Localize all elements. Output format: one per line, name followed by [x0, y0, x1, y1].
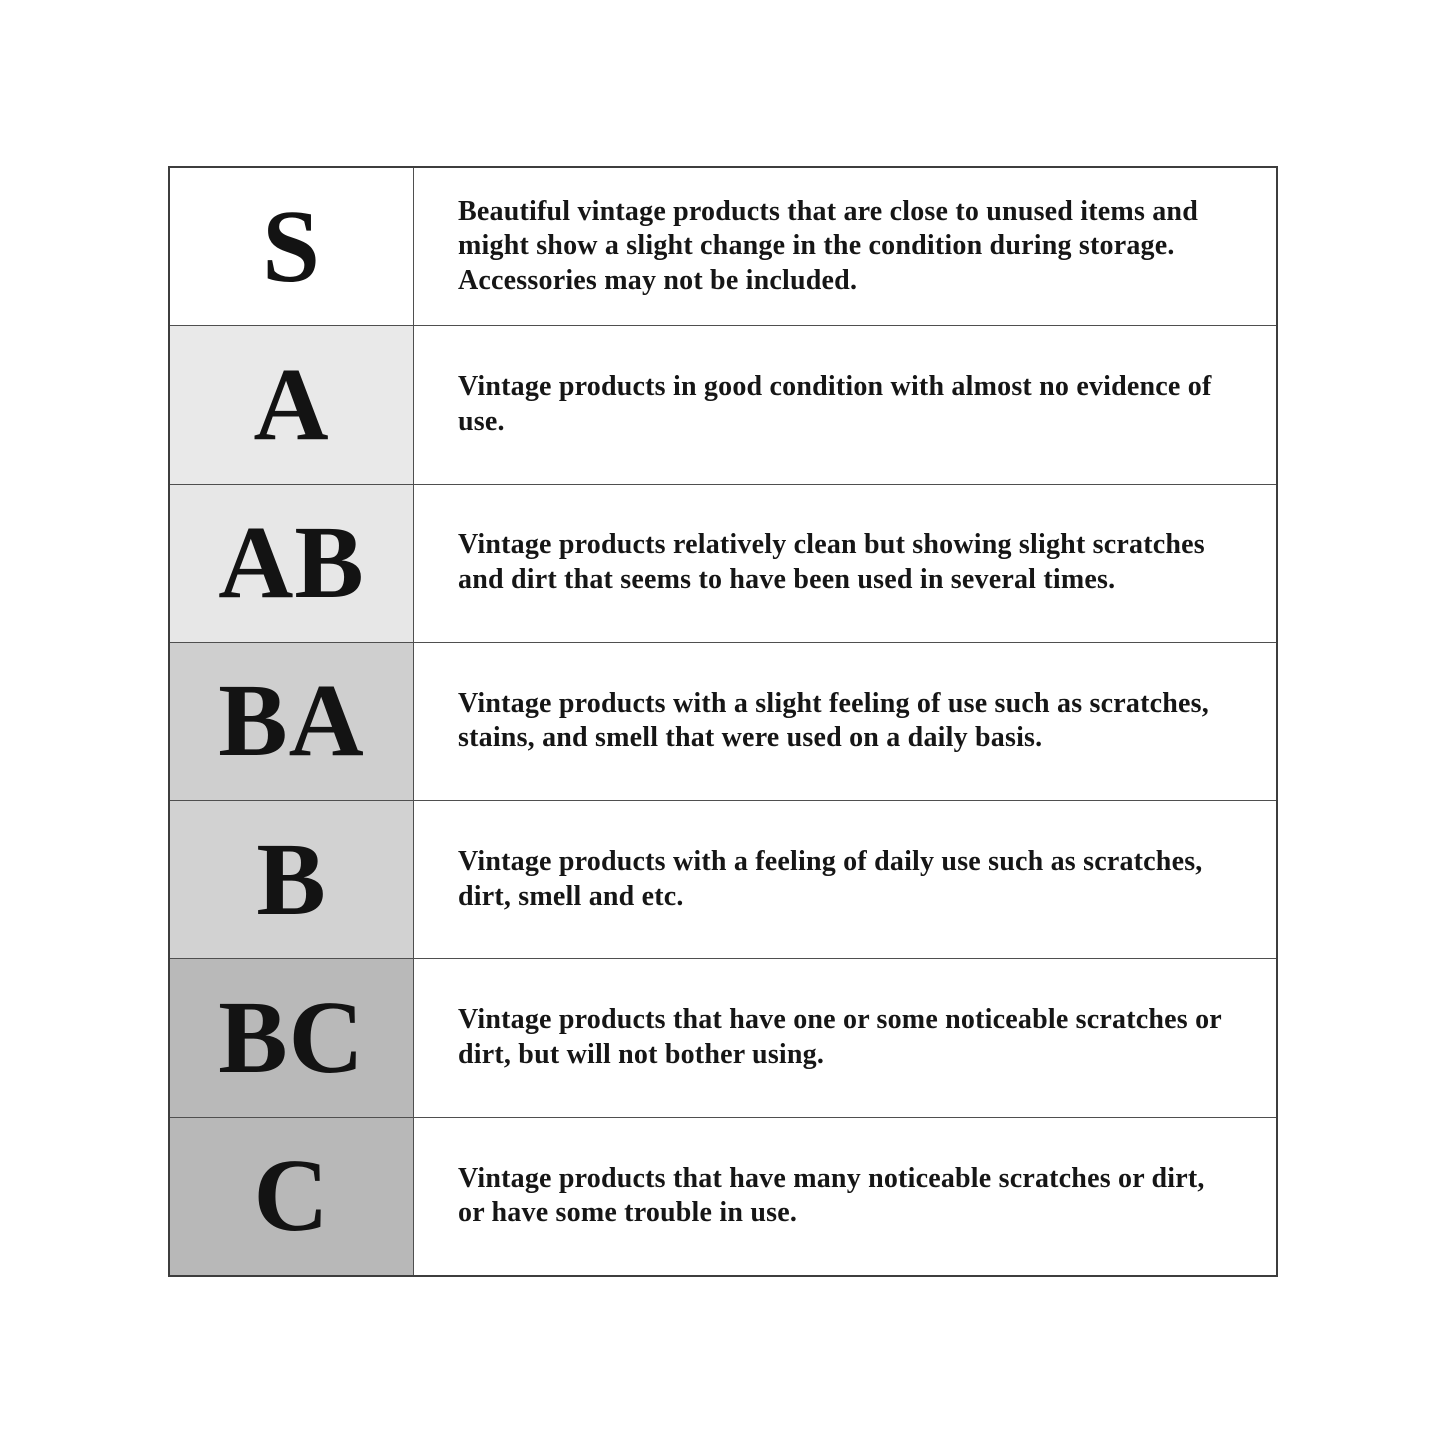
- table-row: [170, 168, 1276, 326]
- grade-letter: AB: [218, 505, 365, 621]
- grade-letter: A: [253, 346, 330, 462]
- grade-letter: S: [262, 188, 321, 304]
- description-cell: [414, 1118, 1276, 1275]
- table-row: [170, 1118, 1276, 1275]
- grade-description: Vintage products relatively clean but showing slight scratches and dirt that seems to have been used in several times.: [458, 529, 1205, 596]
- grade-letter: BC: [218, 980, 365, 1096]
- grade-cell: [170, 485, 414, 642]
- description-cell: [414, 326, 1276, 483]
- grade-cell: [170, 326, 414, 483]
- table-row: [170, 959, 1276, 1117]
- grade-letter: BA: [218, 663, 365, 779]
- grade-letter: B: [256, 821, 327, 937]
- grade-description: Vintage products that have many noticeable scratches or dirt, or have some trouble in use.: [458, 1162, 1205, 1229]
- description-cell: [414, 643, 1276, 800]
- grade-cell: [170, 959, 414, 1116]
- grade-description: Beautiful vintage products that are close to unused items and might show a slight change in the condition during storage. Accessories may not be included.: [458, 195, 1198, 296]
- grade-cell: [170, 168, 414, 325]
- grade-description: Vintage products that have one or some noticeable scratches or dirt, but will not bother using.: [458, 1004, 1222, 1071]
- table-row: [170, 801, 1276, 959]
- description-cell: [414, 801, 1276, 958]
- grade-cell: [170, 801, 414, 958]
- condition-grade-table: [168, 166, 1278, 1277]
- table-row: [170, 326, 1276, 484]
- grade-cell: [170, 1118, 414, 1275]
- grade-letter: C: [253, 1138, 330, 1254]
- description-cell: [414, 959, 1276, 1116]
- grade-cell: [170, 643, 414, 800]
- grade-description: Vintage products in good condition with almost no evidence of use.: [458, 371, 1212, 437]
- grade-description: Vintage products with a slight feeling of use such as scratches, stains, and smell that were used on a daily basis.: [458, 687, 1209, 754]
- table-row: [170, 485, 1276, 643]
- grade-description: Vintage products with a feeling of daily use such as scratches, dirt, smell and etc.: [458, 846, 1203, 912]
- description-cell: [414, 168, 1276, 325]
- table-row: [170, 643, 1276, 801]
- description-cell: [414, 485, 1276, 642]
